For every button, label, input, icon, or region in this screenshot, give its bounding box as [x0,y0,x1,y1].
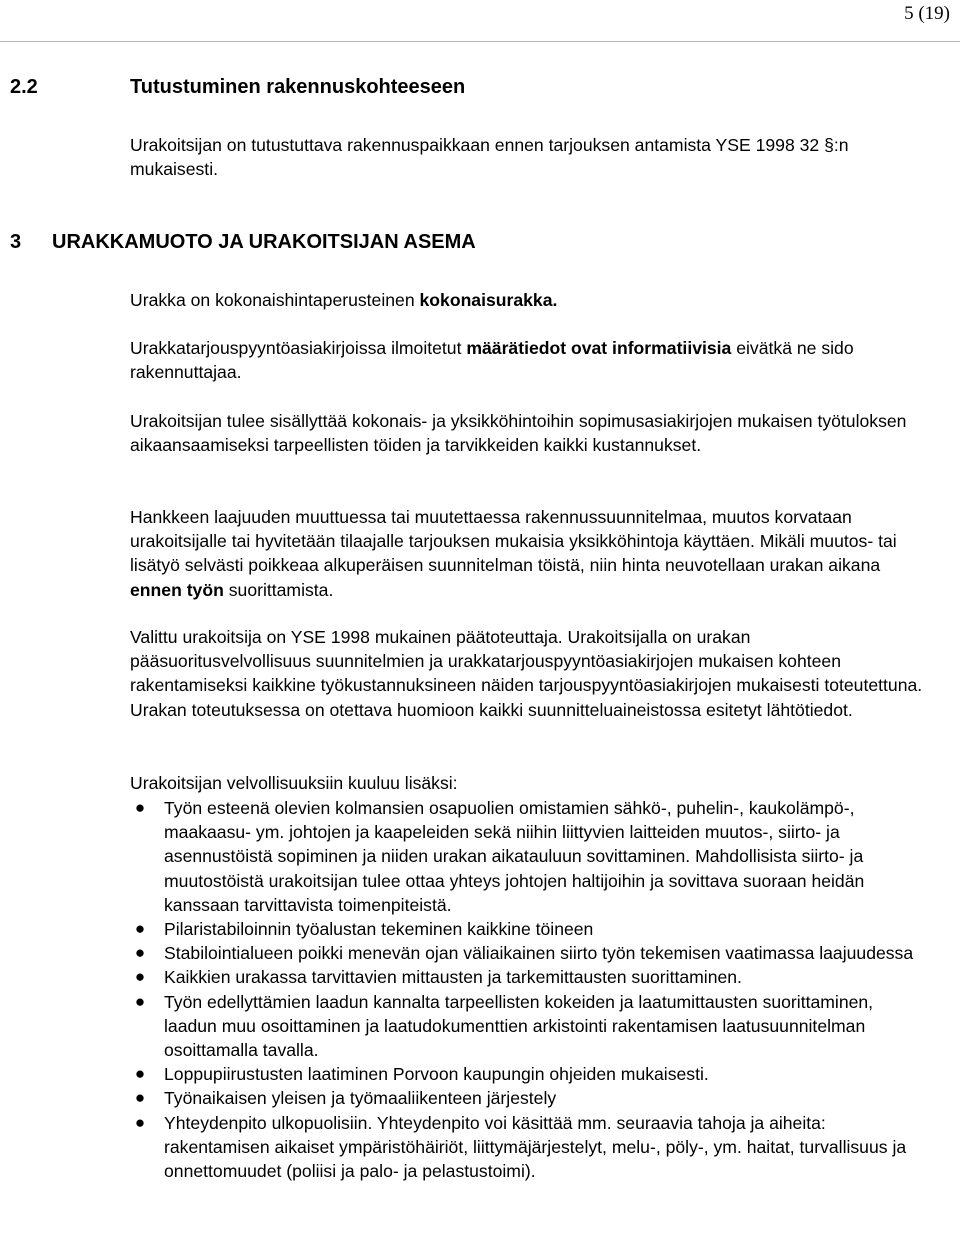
text: suorittamista. [223,579,334,600]
list-item-text: Työn esteenä olevien kolmansien osapuolien omistamien sähkö-, puhelin-, kaukolämpö-, maakaasu- ym. johtojen ja kaapeleiden sekä niihin liittyvien laitteiden muutos-, siirto- ja asennustöistä sopiminen ja niiden urakan aikatauluun sovittaminen. Mahdollisista siirto- ja muutostöistä urakoitsijan tulee ottaa yhteys johtojen haltijoihin ja sovittava suoraan heidän kanssaan tarvittavista toimenpiteistä. [164,798,865,915]
paragraph-costs: Urakoitsijan tulee sisällyttää kokonais- ja yksikköhintoihin sopimusasiakirjojen mukaisen työtuloksen aikaansaamiseksi tarpeellisten töiden ja tarvikkeiden kaikki kustannukset. [130,411,907,456]
header-rule [0,41,960,42]
paragraph-changes [130,505,930,602]
list-item-text: Kaikkien urakassa tarvittavien mittausten ja tarkemittausten suorittaminen. [164,967,742,988]
bold-text: ennen työn [130,579,224,600]
bullet-icon: ● [134,1088,146,1108]
bold-text: määrätiedot ovat informatiivisia [466,338,732,358]
text: eivätkä ne sido rakennuttajaa. [130,338,854,383]
bullet-icon: ● [134,1112,146,1132]
list-item-text: Työnaikaisen yleisen ja työmaaliikenteen järjestely [164,1088,557,1109]
list-item-text: Loppupiirustusten laatiminen Porvoon kaupungin ohjeiden mukaisesti. [164,1064,709,1085]
list-item [130,941,930,965]
list-item [130,1086,930,1110]
section-2-2-text: Urakoitsijan on tutustuttava rakennuspaikkaan ennen tarjouksen antamista YSE 1998 32 §:n mukaisesti. [130,135,849,180]
list-item [130,917,930,941]
text: Urakka on kokonaishintaperusteinen [130,290,420,310]
list-intro: Urakoitsijan velvollisuuksiin kuuluu lisäksi: [130,773,458,793]
bullet-icon: ● [134,967,146,987]
list-item-text: Pilaristabiloinnin työalustan tekeminen kaikkine töineen [164,919,594,940]
list-item [130,990,930,1063]
list-item [130,1062,930,1086]
list-item-text: Työn edellyttämien laadun kannalta tarpeellisten kokeiden ja laatumittausten suorittaminen, laadun muu osoittaminen ja laatudokumenttien arkistointi rakentamisen laatusuunnitelman osoittamalla tavalla. [164,991,874,1061]
obligations-list [130,796,930,1183]
paragraph-contract-type [130,288,930,312]
bullet-icon: ● [134,991,146,1011]
section-number: 3 [10,231,22,253]
section-number: 2.2 [10,76,38,98]
section-3-heading [10,230,476,254]
bullet-icon: ● [134,798,146,817]
list-item [130,1111,930,1184]
section-title: URAKKAMUOTO JA URAKOITSIJAN ASEMA [52,231,476,253]
section-title: Tutustuminen rakennuskohteeseen [130,76,466,98]
paragraph-main-contractor: Valittu urakoitsija on YSE 1998 mukainen päätoteuttaja. Urakoitsijalla on urakan pääsuoritusvelvollisuus suunnitelmien ja urakkatarjouspyyntöasiakirjojen mukaisen kohteen rakentamiseksi kaikkine työkustannuksineen näiden tarjouspyyntöasiakirjojen mukaisesti toteutettuna. Urakan toteutuksessa on otettava huomioon kaikki suunnitteluaineistossa esitetyt lähtötiedot. [130,627,923,720]
bullet-icon: ● [134,943,146,963]
list-item [130,796,930,917]
list-item-text: Yhteydenpito ulkopuolisiin. Yhteydenpito voi käsittää mm. seuraavia tahoja ja aiheita: rakentamisen aikaiset ympäristöhäiriöt, liittymäjärjestelyt, melu-, pöly-, ym. haitat, turvallisuus ja onnettomuudet (poliisi ja palo- ja pelastustoimi). [164,1112,907,1182]
paragraph-quantities [130,336,930,384]
text: Hankkeen laajuuden muuttuessa tai muutettaessa rakennussuunnitelmaa, muutos korvataan urakoitsijalle tai hyvitetään tilaajalle tarjouksen mukaisia yksikköhintoja käyttäen. Mikäli muutos- tai lisätyö selvästi poikkeaa alkuperäisen suunnitelman töistä, niin hinta neuvotellaan urakan aikana [130,507,897,576]
list-item-text: Stabilointialueen poikki menevän ojan väliaikainen siirto työn tekemisen vaatimassa laajuudessa [164,943,914,964]
list-item [130,965,930,989]
bold-text: kokonaisurakka. [419,290,558,310]
page-number: 5 (19) [904,3,950,24]
section-2-2-heading [10,75,465,99]
text: Urakkatarjouspyyntöasiakirjoissa ilmoitetut [130,338,467,358]
bullet-icon: ● [134,1064,146,1084]
bullet-icon: ● [134,919,146,939]
